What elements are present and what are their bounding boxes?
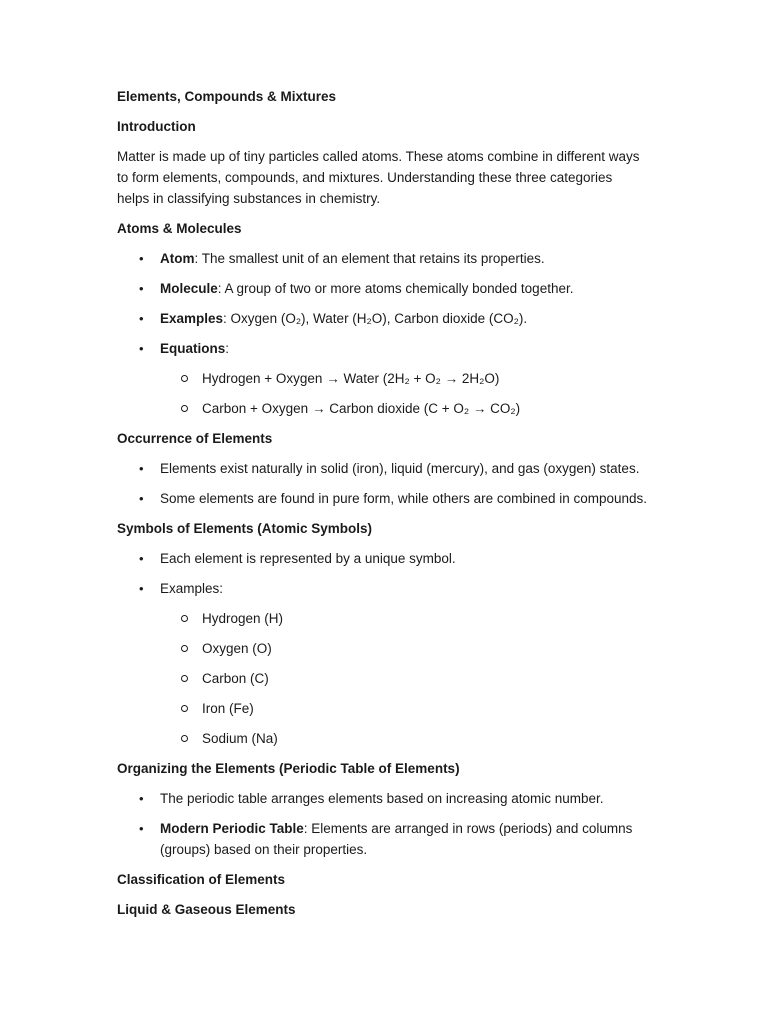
bullet-icon: • [139,551,144,566]
list-item [117,308,647,329]
organizing-list [117,788,647,860]
section-heading-liquid-gaseous: Liquid & Gaseous Elements [117,902,296,917]
term-atom: Atom [160,251,195,266]
list-item [117,458,647,479]
definition-modern-periodic-table: : Elements are arranged in rows (periods) and columns (groups) based on their properties. [160,821,633,857]
definition-atom: : The smallest unit of an element that retains its properties. [194,251,545,266]
list-item [117,488,647,509]
bullet-icon: • [139,491,144,506]
section-heading-atoms-molecules: Atoms & Molecules [117,221,242,236]
sub-list-item [160,728,647,749]
list-item [117,338,647,419]
bullet-icon: • [139,791,144,806]
definition-equations: : [225,341,230,356]
list-item-text: The periodic table arranges elements based on increasing atomic number. [160,791,604,806]
list-item-text: Elements exist naturally in solid (iron), liquid (mercury), and gas (oxygen) states. [160,461,640,476]
list-item-text: Some elements are found in pure form, while others are combined in compounds. [160,491,648,506]
sub-list-item [160,368,647,389]
circle-bullet-icon [181,615,188,622]
sub-list-item [160,608,647,629]
term-molecule: Molecule [160,281,218,296]
list-item [117,278,647,299]
bullet-icon: • [139,251,144,266]
symbol-example: Iron (Fe) [202,701,254,716]
bullet-icon: • [139,311,144,326]
list-item-text: Examples: [160,581,224,596]
bullet-icon: • [139,581,144,596]
equation-text: Carbon + Oxygen → Carbon dioxide (C + O₂ → CO₂) [202,401,521,416]
occurrence-list [117,458,647,509]
list-item [117,248,647,269]
atoms-molecules-list [117,248,647,419]
sub-list-item [160,668,647,689]
sub-list-item [160,398,647,419]
term-equations: Equations [160,341,226,356]
circle-bullet-icon [181,675,188,682]
list-item [117,578,647,749]
list-item [117,788,647,809]
symbol-example: Hydrogen (H) [202,611,284,626]
circle-bullet-icon [181,375,188,382]
term-modern-periodic-table: Modern Periodic Table [160,821,304,836]
section-heading-organizing: Organizing the Elements (Periodic Table of Elements) [117,761,460,776]
list-item [117,548,647,569]
symbols-list [117,548,647,749]
circle-bullet-icon [181,645,188,652]
circle-bullet-icon [181,405,188,412]
bullet-icon: • [139,461,144,476]
list-item-text: Each element is represented by a unique symbol. [160,551,456,566]
equations-sublist [160,368,647,419]
list-item [117,818,647,860]
section-heading-symbols: Symbols of Elements (Atomic Symbols) [117,521,373,536]
symbol-example: Carbon (C) [202,671,269,686]
document-title: Elements, Compounds & Mixtures [117,89,337,104]
introduction-paragraph: Matter is made up of tiny particles called atoms. These atoms combine in different ways to form elements, compounds, and mixtures. Understanding these three categories helps in classifying substances in chemistry. [117,149,640,206]
equation-text: Hydrogen + Oxygen → Water (2H₂ + O₂ → 2H₂O) [202,371,500,386]
symbol-example: Sodium (Na) [202,731,278,746]
sub-list-item [160,698,647,719]
bullet-icon: • [139,821,144,836]
section-heading-occurrence: Occurrence of Elements [117,431,273,446]
symbol-examples-sublist [160,608,647,749]
bullet-icon: • [139,341,144,356]
definition-examples: : Oxygen (O₂), Water (H₂O), Carbon dioxide (CO₂). [223,311,528,326]
term-examples: Examples [160,311,224,326]
document-page [117,86,647,929]
circle-bullet-icon [181,735,188,742]
definition-molecule: : A group of two or more atoms chemically bonded together. [217,281,574,296]
circle-bullet-icon [181,705,188,712]
sub-list-item [160,638,647,659]
symbol-example: Oxygen (O) [202,641,272,656]
bullet-icon: • [139,281,144,296]
section-heading-classification: Classification of Elements [117,872,286,887]
section-heading-introduction: Introduction [117,119,196,134]
